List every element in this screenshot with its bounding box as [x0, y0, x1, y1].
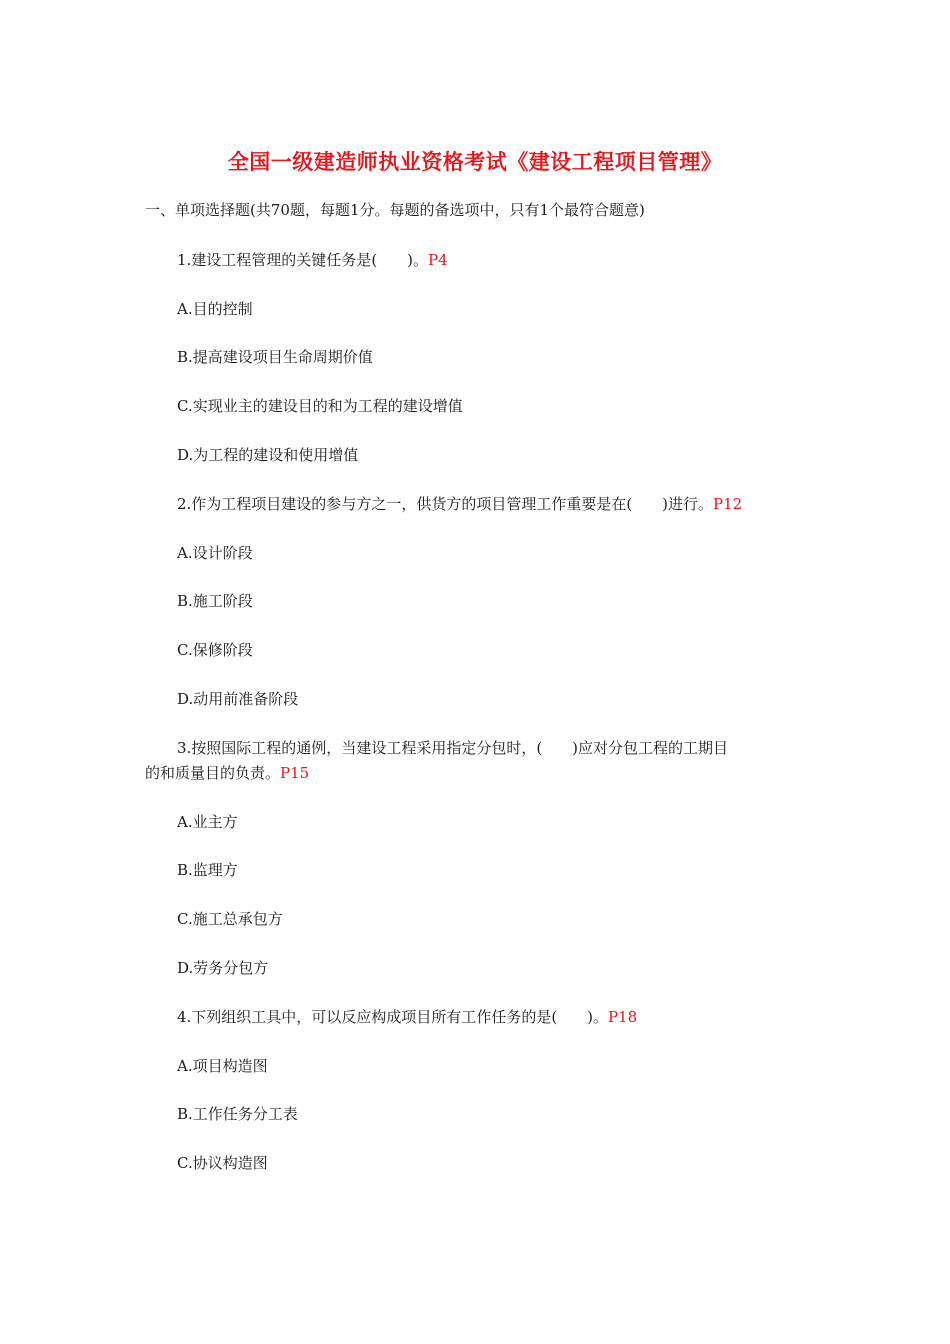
question-3-page-ref: P15 [280, 764, 310, 782]
question-2-option-b: B.施工阶段 [177, 592, 253, 610]
question-3-text-continued: 的和质量目的负责。 [145, 764, 281, 782]
question-1-stem [177, 249, 448, 270]
question-2-option-a: A.设计阶段 [177, 544, 253, 562]
question-2-text: 2.作为工程项目建设的参与方之一，供货方的项目管理工作重要是在( )进行。 [177, 495, 714, 513]
question-4-text: 4.下列组织工具中，可以反应构成项目所有工作任务的是( )。 [177, 1008, 609, 1026]
question-3-option-a: A.业主方 [177, 813, 238, 831]
question-1-page-ref: P4 [428, 251, 448, 269]
question-3-stem-line-2 [145, 762, 309, 783]
question-2-page-ref: P12 [713, 495, 743, 513]
question-3-option-c: C.施工总承包方 [177, 910, 283, 928]
question-4-page-ref: P18 [608, 1008, 638, 1026]
question-4-option-b: B.工作任务分工表 [177, 1105, 298, 1123]
question-1-text: 1.建设工程管理的关键任务是( )。 [177, 251, 429, 269]
question-2-option-c: C.保修阶段 [177, 641, 253, 659]
question-3-option-d: D.劳务分包方 [177, 959, 269, 977]
document-title: 全国一级建造师执业资格考试《建设工程项目管理》 [227, 150, 723, 174]
question-4-option-a: A.项目构造图 [177, 1057, 268, 1075]
question-4-stem [177, 1006, 637, 1027]
question-3-stem-line-1: 3.按照国际工程的通例，当建设工程采用指定分包时，( )应对分包工程的工期目 [177, 739, 729, 757]
question-1-option-d: D.为工程的建设和使用增值 [177, 446, 359, 464]
question-2-option-d: D.动用前准备阶段 [177, 690, 299, 708]
question-1-option-a: A.目的控制 [177, 300, 253, 318]
section-heading: 一、单项选择题(共70题，每题1分。每题的备选项中，只有1个最符合题意) [145, 201, 645, 219]
question-1-option-b: B.提高建设项目生命周期价值 [177, 348, 373, 366]
question-1-option-c: C.实现业主的建设目的和为工程的建设增值 [177, 397, 463, 415]
question-4-option-c: C.协议构造图 [177, 1154, 268, 1172]
question-2-stem [177, 493, 742, 514]
question-3-option-b: B.监理方 [177, 861, 238, 879]
